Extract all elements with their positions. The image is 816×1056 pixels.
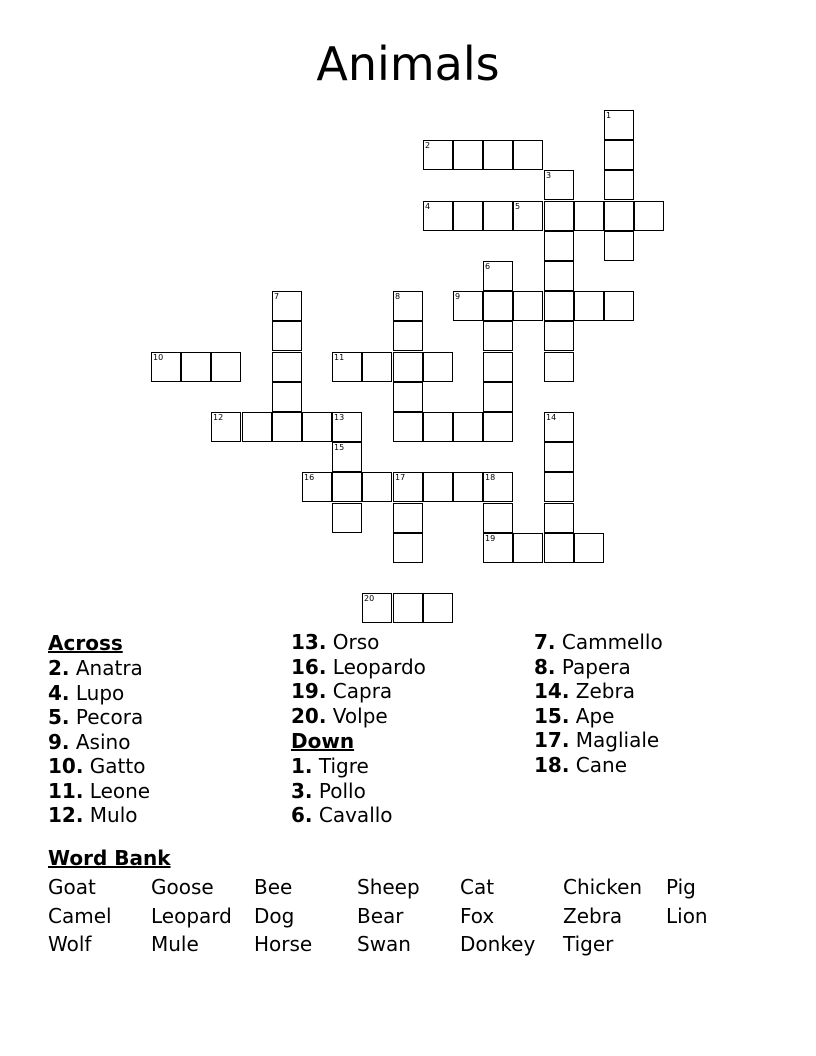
- cell-number: 16: [304, 473, 315, 482]
- cell-number: 17: [395, 473, 406, 482]
- word-bank-word: Bee: [254, 875, 293, 899]
- grid-cell[interactable]: [362, 352, 392, 382]
- grid-cell[interactable]: [483, 261, 513, 291]
- grid-cell[interactable]: [544, 201, 574, 231]
- grid-cell[interactable]: [604, 201, 634, 231]
- grid-cell[interactable]: [544, 170, 574, 200]
- grid-cell[interactable]: [423, 140, 453, 170]
- across-clue: 9. Asino: [48, 729, 131, 754]
- grid-cell[interactable]: [604, 291, 634, 321]
- grid-cell[interactable]: [393, 533, 423, 563]
- grid-cell[interactable]: [272, 321, 302, 351]
- grid-cell[interactable]: [453, 412, 483, 442]
- across-clue: 10. Gatto: [48, 754, 146, 778]
- word-bank-word: Lion: [666, 903, 708, 928]
- grid-cell[interactable]: [483, 140, 513, 170]
- grid-cell[interactable]: [151, 352, 181, 382]
- word-bank-row: [48, 902, 769, 931]
- grid-cell[interactable]: [544, 291, 574, 321]
- word-bank-word: Leopard: [151, 903, 232, 928]
- cell-number: 15: [334, 443, 345, 452]
- down-clue: 14. Zebra: [534, 679, 635, 703]
- clue-column-2: [291, 630, 426, 828]
- cell-number: 6: [485, 262, 491, 271]
- grid-cell[interactable]: [483, 533, 513, 563]
- down-clue: 7. Cammello: [534, 630, 663, 654]
- down-heading: Down: [291, 729, 355, 753]
- grid-cell[interactable]: [272, 352, 302, 382]
- grid-cell[interactable]: [302, 472, 332, 502]
- word-bank-word: Chicken: [563, 875, 643, 899]
- grid-cell[interactable]: [393, 382, 423, 412]
- grid-cell[interactable]: [332, 442, 362, 472]
- grid-cell[interactable]: [393, 412, 423, 442]
- grid-cell[interactable]: [544, 352, 574, 382]
- grid-cell[interactable]: [393, 321, 423, 351]
- cell-number: 2: [425, 141, 431, 150]
- down-clue: 18. Cane: [534, 752, 627, 777]
- puzzle-title: Animals: [316, 37, 500, 91]
- across-clue: 20. Volpe: [291, 703, 388, 728]
- cell-number: 8: [395, 292, 401, 301]
- cell-number: 9: [455, 292, 461, 301]
- grid-cell[interactable]: [513, 291, 543, 321]
- word-bank-row: [48, 873, 769, 902]
- grid-cell[interactable]: [483, 382, 513, 412]
- word-bank-word: Camel: [48, 903, 112, 928]
- clue-column-1: [48, 630, 150, 828]
- cell-number: 10: [153, 353, 164, 362]
- grid-cell[interactable]: [544, 442, 574, 472]
- grid-cell[interactable]: [423, 472, 453, 502]
- word-bank-row: [48, 930, 769, 959]
- down-clue: 15. Ape: [534, 703, 615, 728]
- word-bank-word: Pig: [666, 875, 696, 899]
- grid-cell[interactable]: [604, 170, 634, 200]
- grid-cell[interactable]: [362, 472, 392, 502]
- grid-cell[interactable]: [453, 201, 483, 231]
- grid-cell[interactable]: [332, 503, 362, 533]
- grid-cell[interactable]: [423, 201, 453, 231]
- grid-cell[interactable]: [483, 472, 513, 502]
- grid-cell[interactable]: [453, 291, 483, 321]
- cell-number: 13: [334, 413, 345, 422]
- grid-cell[interactable]: [513, 201, 543, 231]
- grid-cell[interactable]: [634, 201, 664, 231]
- clue-column-3: [534, 630, 663, 777]
- grid-cell[interactable]: [423, 593, 453, 623]
- word-bank-word: Tiger: [563, 932, 614, 956]
- across-clue: 5. Pecora: [48, 705, 144, 729]
- grid-cell[interactable]: [544, 472, 574, 502]
- grid-cell[interactable]: [544, 412, 574, 442]
- cell-number: 4: [425, 202, 431, 211]
- grid-cell[interactable]: [362, 593, 392, 623]
- grid-cell[interactable]: [211, 412, 241, 442]
- word-bank-word: Swan: [357, 932, 411, 956]
- grid-cell[interactable]: [574, 291, 604, 321]
- grid-cell[interactable]: [483, 412, 513, 442]
- grid-cell[interactable]: [483, 503, 513, 533]
- cell-number: 12: [213, 413, 224, 422]
- down-clue: 1. Tigre: [291, 754, 369, 778]
- cell-number: 20: [364, 594, 375, 603]
- grid-cell[interactable]: [574, 533, 604, 563]
- word-bank-word: Bear: [357, 903, 404, 928]
- grid-cell[interactable]: [332, 412, 362, 442]
- grid-cell[interactable]: [453, 140, 483, 170]
- grid-cell[interactable]: [483, 352, 513, 382]
- grid-cell[interactable]: [332, 472, 362, 502]
- grid-cell[interactable]: [272, 291, 302, 321]
- grid-cell[interactable]: [211, 352, 241, 382]
- grid-cell[interactable]: [181, 352, 211, 382]
- grid-cell[interactable]: [483, 321, 513, 351]
- across-clue: 19. Capra: [291, 679, 393, 703]
- word-bank-heading: Word Bank: [48, 846, 171, 870]
- cell-number: 11: [334, 353, 345, 362]
- down-clue: 8. Papera: [534, 654, 631, 679]
- grid-cell[interactable]: [544, 321, 574, 351]
- word-bank-word: Fox: [460, 903, 495, 928]
- grid-cell[interactable]: [272, 382, 302, 412]
- grid-cell[interactable]: [544, 533, 574, 563]
- grid-cell[interactable]: [513, 533, 543, 563]
- grid-cell[interactable]: [483, 291, 513, 321]
- grid-cell[interactable]: [423, 352, 453, 382]
- word-bank-word: Zebra: [563, 903, 623, 928]
- word-bank-word: Mule: [151, 932, 199, 956]
- across-clue: 16. Leopardo: [291, 654, 426, 679]
- grid-cell[interactable]: [544, 261, 574, 291]
- grid-cell[interactable]: [574, 201, 604, 231]
- grid-cell[interactable]: [242, 412, 272, 442]
- across-clue: 2. Anatra: [48, 656, 143, 680]
- grid-cell[interactable]: [332, 352, 362, 382]
- word-bank-word: Dog: [254, 903, 295, 928]
- grid-cell[interactable]: [604, 140, 634, 170]
- cell-number: 3: [546, 171, 552, 180]
- word-bank: [48, 873, 769, 959]
- grid-cell[interactable]: [423, 412, 453, 442]
- cell-number: 14: [546, 413, 557, 422]
- grid-cell[interactable]: [604, 231, 634, 261]
- word-bank-word: Wolf: [48, 932, 92, 956]
- down-clue: 3. Pollo: [291, 778, 366, 803]
- down-clue: 17. Magliale: [534, 728, 660, 752]
- grid-cell[interactable]: [544, 503, 574, 533]
- grid-cell[interactable]: [513, 140, 543, 170]
- grid-cell[interactable]: [272, 412, 302, 442]
- across-heading: Across: [48, 631, 123, 655]
- word-bank-word: Goat: [48, 875, 96, 899]
- word-bank-word: Horse: [254, 932, 313, 956]
- grid-cell[interactable]: [483, 201, 513, 231]
- grid-cell[interactable]: [393, 352, 423, 382]
- word-bank-word: Donkey: [460, 932, 536, 956]
- grid-cell[interactable]: [393, 291, 423, 321]
- word-bank-word: Cat: [460, 875, 495, 899]
- down-clue: 6. Cavallo: [291, 803, 393, 827]
- grid-cell[interactable]: [393, 472, 423, 502]
- grid-cell[interactable]: [604, 110, 634, 140]
- across-clue: 12. Mulo: [48, 803, 138, 827]
- across-clue: 4. Lupo: [48, 680, 125, 705]
- grid-cell[interactable]: [393, 593, 423, 623]
- across-clue: 13. Orso: [291, 630, 380, 654]
- grid-cell[interactable]: [393, 503, 423, 533]
- word-bank-word: Goose: [151, 875, 214, 899]
- grid-cell[interactable]: [544, 231, 574, 261]
- grid-cell[interactable]: [453, 472, 483, 502]
- cell-number: 7: [274, 292, 280, 301]
- cell-number: 18: [485, 473, 496, 482]
- cell-number: 19: [485, 534, 496, 543]
- grid-cell[interactable]: [302, 412, 332, 442]
- word-bank-word: Sheep: [357, 875, 420, 899]
- cell-number: 1: [606, 111, 612, 120]
- cell-number: 5: [515, 202, 521, 211]
- across-clue: 11. Leone: [48, 778, 151, 803]
